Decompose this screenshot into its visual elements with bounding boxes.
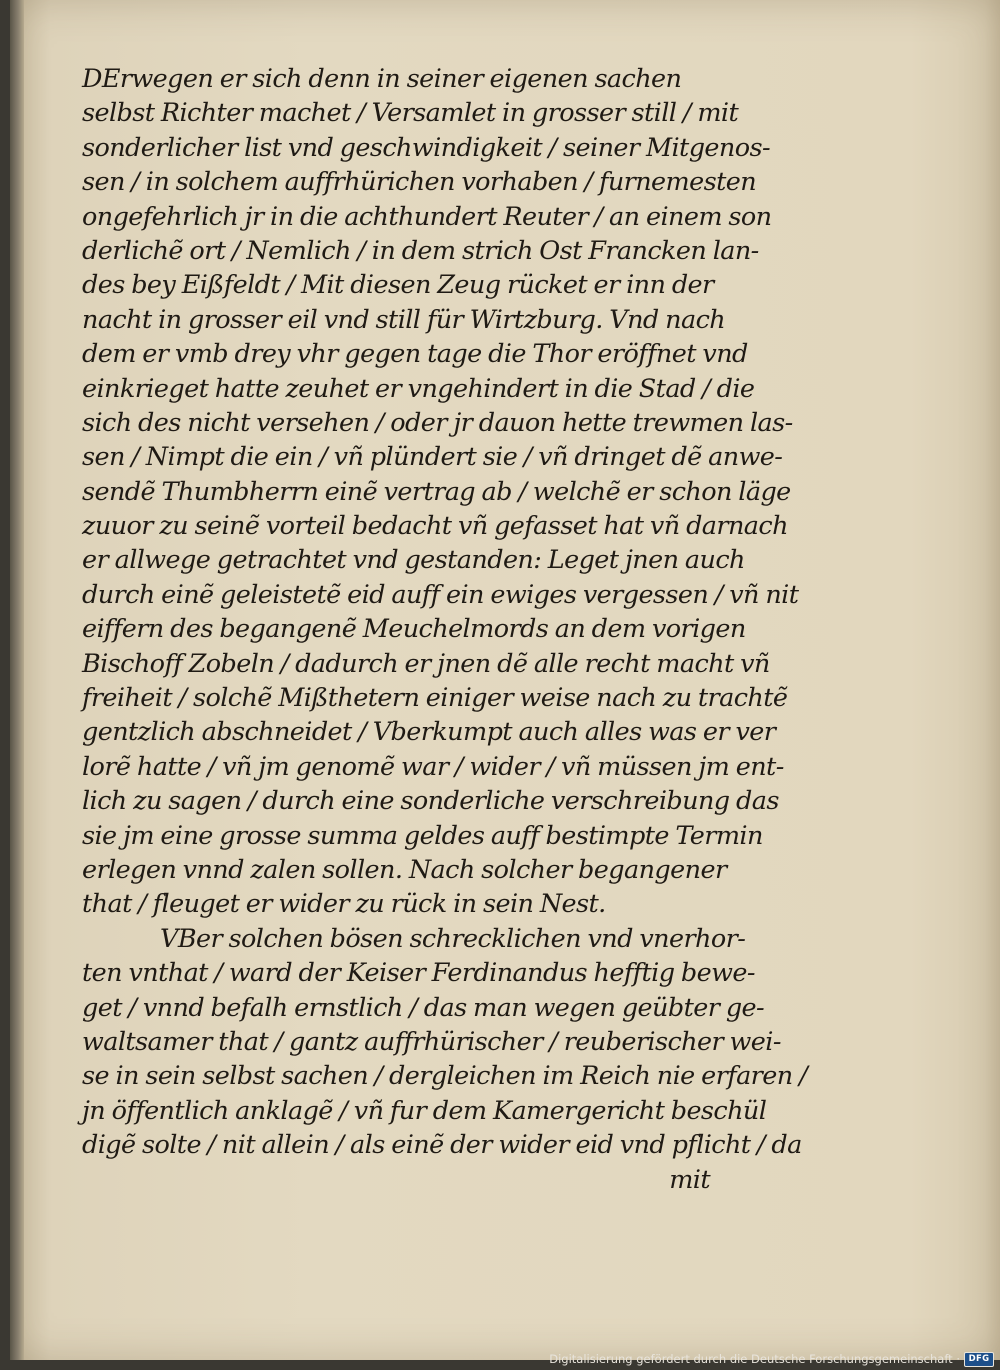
text-line: jn öffentlich anklagẽ / vñ fur dem Kamergericht beschül (82, 1095, 767, 1126)
text-line: lich zu sagen / durch eine sonderliche verschreibung das (82, 786, 779, 817)
text-line: sendẽ Thumbherrn einẽ vertrag ab / welchẽ er schon läge (82, 476, 791, 507)
text-line: eiffern des begangenẽ Meuchelmords an dem vorigen (82, 614, 746, 645)
text-line: get / vnnd befalh ernstlich / das man wegen geübter ge- (82, 992, 765, 1023)
dfg-logo: DFG (964, 1352, 994, 1367)
text-line: durch einẽ geleistetẽ eid auff ein ewiges vergessen / vñ nit (82, 579, 799, 610)
page-gutter (10, 0, 24, 1360)
text-line: ongefehrlich jr in die achthundert Reuter / an einem son (82, 201, 772, 232)
text-line: nacht in grosser eil vnd still für Wirtzburg. Vnd nach (82, 304, 726, 335)
text-line: VBer solchen bösen schrecklichen vnd vnerhor- (160, 923, 746, 954)
text-line: zuuor zu seinẽ vorteil bedacht vñ gefasset hat vñ darnach (82, 511, 788, 542)
text-line: derlichẽ ort / Nemlich / in dem strich Ost Francken lan- (82, 235, 759, 266)
text-line: DErwegen er sich denn in seiner eigenen sachen (82, 64, 682, 94)
text-line: des bey Eißfeldt / Mit diesen Zeug rücket er inn der (82, 270, 714, 301)
text-line: waltsamer that / gantz auffrhürischer / reuberischer wei- (82, 1026, 781, 1057)
credit-text: Digitalisierung gefördert durch die Deutsche Forschungsgemeinschaft · (549, 1352, 960, 1366)
digitization-credit (549, 1350, 994, 1368)
text-line: freiheit / solchẽ Mißthetern einiger weise nach zu trachtẽ (82, 683, 788, 714)
text-line: gentzlich abschneidet / Vberkumpt auch alles was er ver (82, 717, 776, 748)
catchword: mit (669, 1164, 710, 1195)
text-line: sen / in solchem auffrhürichen vorhaben / furnemesten (82, 167, 757, 198)
text-line: sie jm eine grosse summa geldes auff bestimpte Termin (82, 820, 763, 851)
text-line: selbst Richter machet / Versamlet in grosser still / mit (82, 98, 739, 129)
text-line: se in sein selbst sachen / dergleichen im Reich nie erfaren / (82, 1061, 808, 1092)
text-line: sen / Nimpt die ein / vñ plündert sie / vñ dringet dẽ anwe- (82, 442, 783, 473)
text-line: Bischoff Zobeln / dadurch er jnen dẽ alle recht macht vñ (82, 648, 770, 679)
text-line: erlegen vnnd zalen sollen. Nach solcher begangener (82, 854, 727, 885)
text-line: ten vnthat / ward der Keiser Ferdinandus hefftig bewe- (82, 958, 755, 989)
text-line: sonderlicher list vnd geschwindigkeit / seiner Mitgenos- (82, 132, 770, 163)
text-line: sich des nicht versehen / oder jr dauon hette trewmen las- (82, 407, 793, 438)
text-line: dem er vmb drey vhr gegen tage die Thor eröffnet vnd (82, 339, 748, 370)
text-line: einkrieget hatte zeuhet er vngehindert in die Stad / die (82, 373, 755, 404)
text-line: lorẽ hatte / vñ jm genomẽ war / wider / vñ müssen jm ent- (82, 751, 784, 782)
text-line: digẽ solte / nit allein / als einẽ der wider eid vnd pflicht / da (82, 1130, 802, 1161)
body-text (82, 62, 808, 1197)
text-line: er allwege getrachtet vnd gestanden: Leget jnen auch (82, 545, 745, 576)
text-line: that / fleuget er wider zu rück in sein Nest. (82, 889, 606, 920)
